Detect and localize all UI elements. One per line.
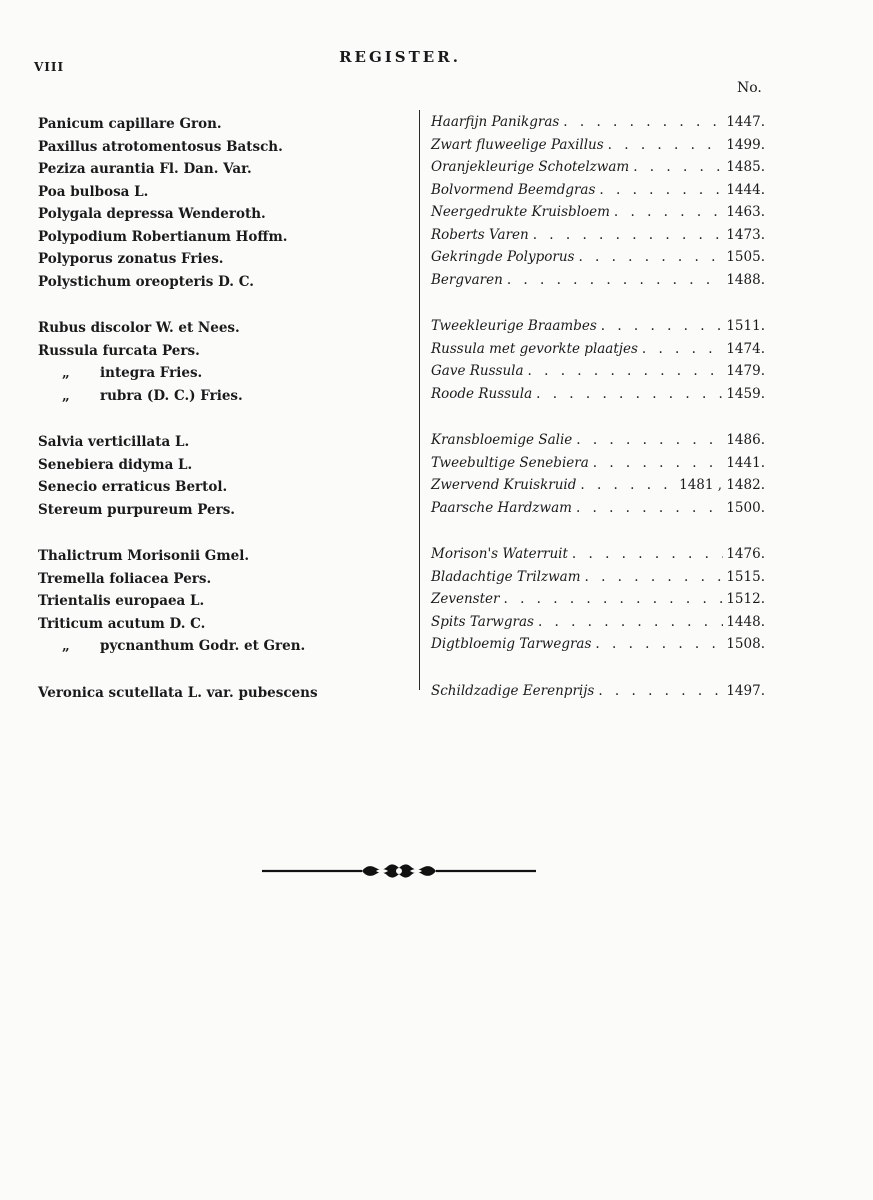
latin-name	[38, 616, 205, 632]
latin-name	[38, 571, 211, 587]
latin-name-text: Veronica scutellata L. var. pubescens	[38, 684, 318, 701]
entry-number: 1463.	[726, 204, 765, 220]
dutch-entry	[431, 455, 765, 471]
dutch-name: Haarfijn Panikgras	[431, 114, 560, 130]
dutch-entry	[431, 249, 765, 265]
latin-name	[38, 479, 227, 495]
latin-name-text: Poa bulbosa L.	[38, 183, 149, 200]
entry-number: 1459.	[726, 385, 765, 402]
register-row	[0, 567, 873, 590]
entry-number: 1474.	[726, 340, 765, 357]
latin-name-text: Thalictrum Morisonii Gmel.	[38, 548, 250, 564]
register-row	[0, 180, 873, 203]
latin-name-text: Stereum purpureum Pers.	[38, 501, 235, 518]
latin-name-text: Senecio erraticus Bertol.	[38, 479, 228, 495]
dutch-name: Paarsche Hardzwam	[431, 499, 572, 516]
latin-name	[38, 206, 266, 222]
latin-name	[38, 116, 222, 132]
latin-name-text: Paxillus atrotomentosus Batsch.	[38, 138, 283, 155]
dutch-name: Neergedrukte Kruisbloem	[431, 204, 610, 220]
dot-leader	[503, 272, 724, 288]
dutch-name: Spits Tarwgras	[431, 613, 534, 630]
latin-name	[38, 434, 189, 450]
dutch-entry	[431, 500, 765, 516]
dutch-entry	[431, 159, 765, 175]
dutch-name: Oranjekleurige Schotelzwam	[431, 159, 630, 175]
entry-number: 1447.	[726, 114, 765, 130]
register-index	[0, 112, 873, 727]
register-row	[0, 589, 873, 612]
dutch-name: Russula met gevorkte plaatjes	[431, 340, 638, 357]
dot-leader	[591, 636, 723, 652]
latin-name-text: Polypodium Robertianum Hoffm.	[38, 228, 288, 245]
dutch-entry	[431, 227, 765, 243]
dutch-entry	[431, 636, 765, 652]
dutch-name: Schildzadige Eerenprijs	[431, 682, 595, 699]
latin-name-text: Senebiera didyma L.	[38, 456, 193, 473]
entry-number: 1497.	[726, 682, 765, 699]
dot-leader	[534, 614, 723, 630]
latin-name	[38, 548, 249, 564]
entry-number: 1444.	[726, 181, 765, 198]
dutch-name: Roode Russula	[431, 385, 533, 402]
dutch-entry	[431, 204, 765, 220]
dutch-name: Roberts Varen	[431, 226, 529, 243]
dot-leader	[572, 432, 723, 448]
entry-number: 1499.	[726, 136, 765, 153]
latin-name-text: Russula furcata Pers.	[38, 342, 200, 359]
dutch-entry	[431, 114, 765, 130]
latin-name	[62, 365, 202, 381]
register-row	[0, 453, 873, 476]
entry-number: 1515.	[726, 568, 765, 585]
register-section	[0, 544, 873, 657]
number-column-header: No.	[737, 80, 762, 96]
latin-name	[38, 139, 283, 155]
register-row	[0, 339, 873, 362]
dot-leader	[595, 182, 723, 198]
latin-name-text: Triticum acutum D. C.	[38, 615, 206, 632]
register-section	[0, 112, 873, 292]
dutch-name: Bladachtige Trilzwam	[431, 568, 581, 585]
dot-leader	[610, 204, 723, 220]
dot-leader	[597, 318, 724, 334]
dutch-entry	[431, 614, 765, 630]
register-row	[0, 634, 873, 657]
dot-leader	[572, 500, 723, 516]
dutch-name: Tweebultige Senebiera	[431, 454, 589, 471]
register-row	[0, 498, 873, 521]
latin-name	[38, 343, 200, 359]
register-row	[0, 430, 873, 453]
entry-number: 1500.	[726, 499, 765, 516]
ditto-mark: „	[62, 365, 70, 381]
entry-number: 1473.	[726, 226, 765, 243]
dutch-entry	[431, 137, 765, 153]
latin-name-text: Rubus discolor W. et Nees.	[38, 320, 240, 336]
register-row	[0, 202, 873, 225]
dot-leader	[574, 249, 723, 265]
latin-name	[38, 457, 192, 473]
dutch-entry	[431, 182, 765, 198]
latin-name-text: rubra (D. C.) Fries.	[100, 387, 243, 404]
dutch-entry	[431, 432, 765, 448]
dot-leader	[576, 477, 676, 493]
register-row	[0, 135, 873, 158]
register-row	[0, 316, 873, 339]
latin-name	[38, 229, 288, 245]
register-row	[0, 475, 873, 498]
register-row	[0, 270, 873, 293]
latin-name	[38, 320, 240, 336]
entry-number: 1508.	[726, 636, 765, 652]
entry-number: 1476.	[726, 546, 765, 562]
dot-leader	[589, 455, 724, 471]
latin-name	[38, 502, 235, 518]
latin-name-text: Peziza aurantia Fl. Dan. Var.	[38, 161, 252, 177]
latin-name	[38, 685, 318, 701]
latin-name-text: Salvia verticillata L.	[38, 434, 190, 450]
latin-name	[38, 274, 254, 290]
dutch-entry	[431, 546, 765, 562]
dutch-entry	[431, 569, 765, 585]
dutch-name: Kransbloemige Salie	[431, 432, 573, 448]
dutch-entry	[431, 477, 765, 493]
register-row	[0, 361, 873, 384]
dutch-entry	[431, 683, 765, 699]
dutch-entry	[431, 272, 765, 288]
register-row	[0, 384, 873, 407]
dutch-name: Morison's Waterruit	[431, 546, 568, 562]
dutch-entry	[431, 363, 765, 379]
dutch-name: Zwart fluweelige Paxillus	[431, 136, 604, 153]
latin-name	[62, 638, 305, 654]
ditto-mark: „	[62, 387, 70, 404]
register-section	[0, 430, 873, 520]
page-title: REGISTER.	[339, 48, 461, 66]
latin-name-text: Polystichum oreopteris D. C.	[38, 273, 254, 290]
register-section	[0, 681, 873, 704]
ditto-mark: „	[62, 638, 70, 654]
latin-name-text: Trientalis europaea L.	[38, 593, 205, 609]
latin-name-text: Polyporus zonatus Fries.	[38, 251, 224, 267]
dot-leader	[499, 591, 723, 607]
latin-name	[38, 251, 224, 267]
latin-name	[38, 184, 148, 200]
dutch-name: Gekringde Polyporus	[431, 249, 575, 265]
page-number: VIII	[34, 60, 65, 74]
latin-name	[38, 593, 204, 609]
latin-name-text: Panicum capillare Gron.	[38, 116, 222, 132]
entry-number: 1486.	[726, 432, 765, 448]
dutch-name: Gave Russula	[431, 363, 524, 379]
dot-leader	[524, 363, 724, 379]
register-row	[0, 247, 873, 270]
register-row	[0, 112, 873, 135]
dutch-entry	[431, 386, 765, 402]
dutch-name: Bergvaren	[431, 271, 503, 288]
latin-name-text: Polygala depressa Wenderoth.	[38, 206, 266, 222]
dutch-name: Zevenster	[431, 591, 500, 607]
dot-leader	[638, 341, 723, 357]
entry-number: 1441.	[726, 454, 765, 471]
dot-leader	[532, 386, 723, 402]
dot-leader	[568, 546, 723, 562]
dutch-entry	[431, 341, 765, 357]
dot-leader	[581, 569, 724, 585]
ornament-divider-icon	[262, 858, 536, 884]
dot-leader	[594, 683, 723, 699]
dot-leader	[559, 114, 723, 130]
dutch-name: Tweekleurige Braambes	[431, 318, 597, 334]
dutch-name: Digtbloemig Tarwegras	[431, 636, 592, 652]
dot-leader	[604, 137, 724, 153]
latin-name-text: pycnanthum Godr. et Gren.	[100, 638, 306, 654]
register-row	[0, 544, 873, 567]
entry-number: 1481 , 1482.	[679, 477, 765, 493]
dutch-name: Zwervend Kruiskruid	[431, 477, 577, 493]
entry-number: 1505.	[726, 249, 765, 265]
dot-leader	[529, 227, 724, 243]
dutch-entry	[431, 318, 765, 334]
latin-name	[62, 388, 243, 404]
latin-name-text: integra Fries.	[100, 365, 203, 381]
entry-number: 1479.	[726, 363, 765, 379]
entry-number: 1488.	[726, 271, 765, 288]
dutch-entry	[431, 591, 765, 607]
entry-number: 1448.	[726, 613, 765, 630]
register-section	[0, 316, 873, 406]
entry-number: 1512.	[726, 591, 765, 607]
dot-leader	[629, 159, 723, 175]
register-row	[0, 681, 873, 704]
latin-name	[38, 161, 252, 177]
dutch-name: Bolvormend Beemdgras	[431, 181, 596, 198]
register-row	[0, 157, 873, 180]
entry-number: 1485.	[726, 159, 765, 175]
register-row	[0, 612, 873, 635]
register-row	[0, 225, 873, 248]
entry-number: 1511.	[726, 318, 765, 334]
latin-name-text: Tremella foliacea Pers.	[38, 570, 212, 587]
